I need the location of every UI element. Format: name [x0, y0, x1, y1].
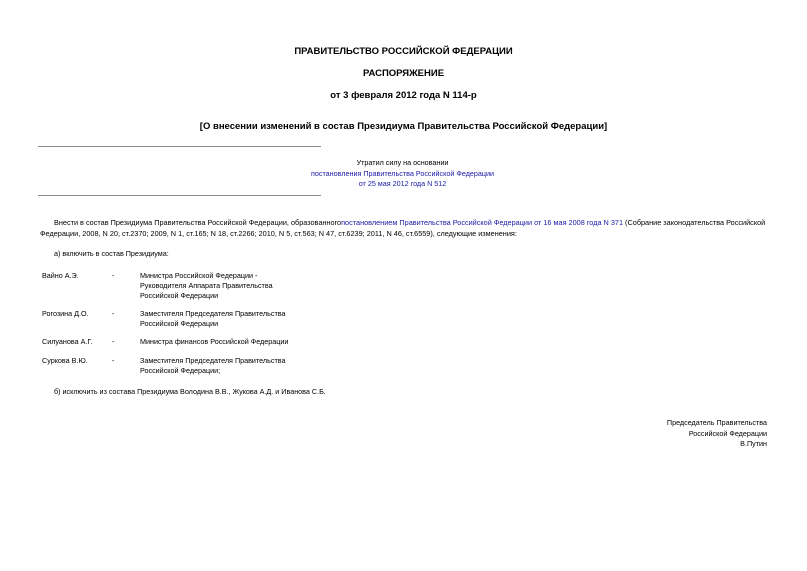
document-date-number: от 3 февраля 2012 года N 114-р	[330, 90, 477, 101]
member-position	[140, 271, 340, 300]
member-name: Рогозина Д.О.	[42, 309, 89, 318]
repeal-decree-date-link[interactable]: от 25 мая 2012 года N 512	[358, 179, 447, 188]
founding-decree-link[interactable]: постановлением Правительства Российской Федерации от 16 мая 2008 года N 371	[341, 218, 624, 227]
bottom-divider	[38, 195, 321, 196]
position-line: Министра финансов Российской Федерации	[140, 337, 289, 346]
intro-text-before: Внести в состав Президиума Правительства Российской Федерации, образованного	[54, 218, 342, 227]
member-name: Силуанова А.Г.	[42, 337, 93, 346]
signatory-name: В.Путин	[740, 439, 767, 449]
member-dash: -	[112, 271, 115, 280]
member-position	[140, 356, 340, 376]
member-name: Вайно А.Э.	[42, 271, 79, 280]
status-note	[230, 158, 575, 190]
position-line: Заместителя Председателя Правительства	[140, 309, 286, 318]
member-position	[140, 309, 340, 329]
top-divider	[38, 146, 321, 147]
position-line: Заместителя Председателя Правительства	[140, 356, 286, 365]
signature-block	[667, 418, 767, 450]
member-dash: -	[112, 337, 115, 346]
document-title: [О внесении изменений в состав Президиума Правительства Российской Федерации]	[199, 121, 608, 132]
position-line: Российской Федерации	[140, 290, 219, 300]
repeal-decree-link[interactable]: постановления Правительства Российской Федерации	[310, 168, 495, 178]
intro-text-after: (Собрание законодательства Российской Федерации, 2008, N 20, ст.2370; 2009, N 1, ст.165; N 18, ст.2266; 2010, N 5, ст.563; N 47, ст.6239; 2011, N 46, ст.6559), следующие изменения:	[40, 218, 766, 238]
position-line: Российской Федерации	[140, 318, 219, 328]
government-heading: ПРАВИТЕЛЬСТВО РОССИЙСКОЙ ФЕДЕРАЦИИ	[294, 46, 513, 57]
member-position	[140, 337, 340, 347]
signatory-title: Председатель Правительства	[666, 418, 767, 427]
section-a: а) включить в состав Президиума:	[54, 249, 169, 258]
signatory-title-line2: Российской Федерации	[688, 428, 767, 438]
position-line: Российской Федерации;	[140, 365, 221, 375]
member-dash: -	[112, 356, 115, 365]
status-note-text: Утратил силу на основании	[356, 158, 449, 167]
position-line: Министра Российской Федерации -	[140, 271, 258, 280]
intro-paragraph	[40, 218, 775, 239]
member-name: Суркова В.Ю.	[42, 356, 88, 365]
document-type: РАСПОРЯЖЕНИЕ	[362, 68, 445, 79]
section-b: б) исключить из состава Президиума Володина В.В., Жукова А.Д. и Иванова С.Б.	[54, 387, 326, 396]
member-dash: -	[112, 309, 115, 318]
position-line: Руководителя Аппарата Правительства	[140, 280, 273, 290]
